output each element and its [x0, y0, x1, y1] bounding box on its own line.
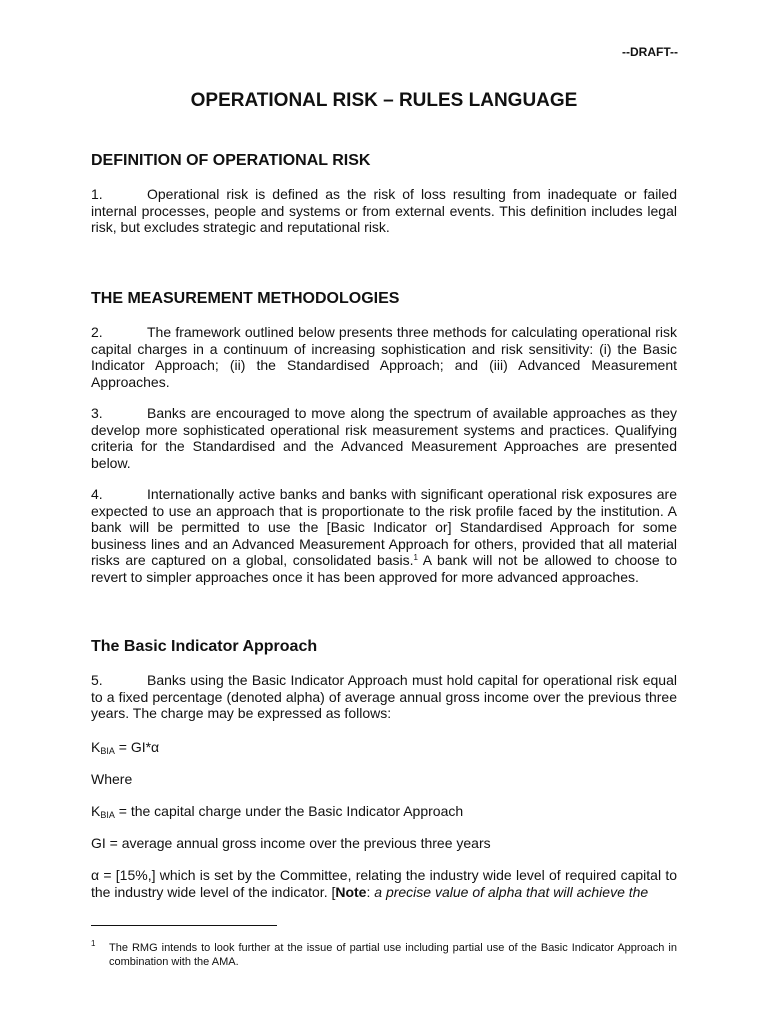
paragraph-number: 4. — [91, 486, 103, 502]
formula-rhs: = GI*α — [114, 739, 160, 755]
alpha-definition — [91, 867, 677, 900]
paragraph-text: Banks are encouraged to move along the spectrum of available approaches as they develop more sophisticated operational risk measurement systems and practices. Qualifying criteria for the Standardised and the Advanced Measurement Approaches are presented below. — [91, 405, 677, 471]
formula-k: K — [91, 739, 101, 755]
footnote-separator — [91, 925, 277, 926]
formula-k-subscript: BIA — [100, 746, 115, 756]
paragraph-number: 3. — [91, 405, 103, 421]
draft-label: --DRAFT-- — [622, 45, 678, 59]
paragraph-number: 5. — [91, 672, 103, 688]
footnote-reference[interactable]: 1 — [413, 553, 418, 562]
paragraph-4 — [91, 486, 677, 585]
note-label: Note — [335, 883, 367, 900]
definition-k: K — [91, 803, 101, 819]
paragraph-text: Banks using the Basic Indicator Approach must hold capital for operational risk equal to a fixed percentage (denoted alpha) of average annual gross income over the previous three years. The charge may be expressed as follows: — [91, 672, 677, 721]
gi-definition: GI = average annual gross income over the previous three years — [91, 835, 491, 851]
paragraph-1 — [91, 186, 677, 236]
definition-k-subscript: BIA — [100, 810, 115, 820]
note-text: a precise value of alpha that will achieve the — [374, 883, 649, 900]
paragraph-3 — [91, 405, 677, 471]
definition-k-text: = the capital charge under the Basic Indicator Approach — [114, 803, 464, 819]
paragraph-text: Operational risk is defined as the risk of loss resulting from inadequate or failed internal processes, people and systems or from external events. This definition includes legal risk, but excludes strategic and reputational risk. — [91, 186, 677, 235]
paragraph-2 — [91, 324, 677, 390]
paragraph-text: The framework outlined below presents three methods for calculating operational risk capital charges in a continuum of increasing sophistication and risk sensitivity: (i) the Basic Indicator Approach; (ii) the Standardised Approach; and (iii) Advanced Measurement Approaches. — [91, 324, 677, 390]
section-heading-methodologies: THE MEASUREMENT METHODOLOGIES — [91, 290, 400, 307]
alpha-definition-text: α = [15%,] which is set by the Committee, relating the industry wide level of required capital to the industry wide level of the indicator. [ — [91, 867, 677, 900]
where-label: Where — [91, 771, 133, 787]
footnote-mark: 1 — [91, 939, 96, 948]
page-title: OPERATIONAL RISK – RULES LANGUAGE — [190, 90, 578, 111]
footnote-text: The RMG intends to look further at the issue of partial use including partial use of the Basic Indicator Approach in combination with the AMA. — [109, 942, 677, 968]
paragraph-text-continued: A bank will not be allowed to choose to revert to simpler approaches once it has been approved for more advanced approaches. — [91, 552, 677, 585]
note-colon: : — [366, 883, 375, 900]
paragraph-number: 2. — [91, 324, 103, 340]
section-heading-bia: The Basic Indicator Approach — [91, 638, 318, 655]
section-heading-definition: DEFINITION OF OPERATIONAL RISK — [91, 152, 371, 169]
paragraph-text: Internationally active banks and banks with significant operational risk exposures are expected to use an approach that is proportionate to the risk profile faced by the institution. A bank will be permitted to use the [Basic Indicator or] Standardised Approach for some business lines and an Advanced Measurement Approach for others, provided that all material risks are captured on a global, consolidated basis. — [91, 486, 677, 568]
paragraph-5 — [91, 672, 677, 722]
k-definition — [91, 803, 463, 824]
bia-formula — [91, 739, 159, 760]
paragraph-number: 1. — [91, 186, 103, 202]
